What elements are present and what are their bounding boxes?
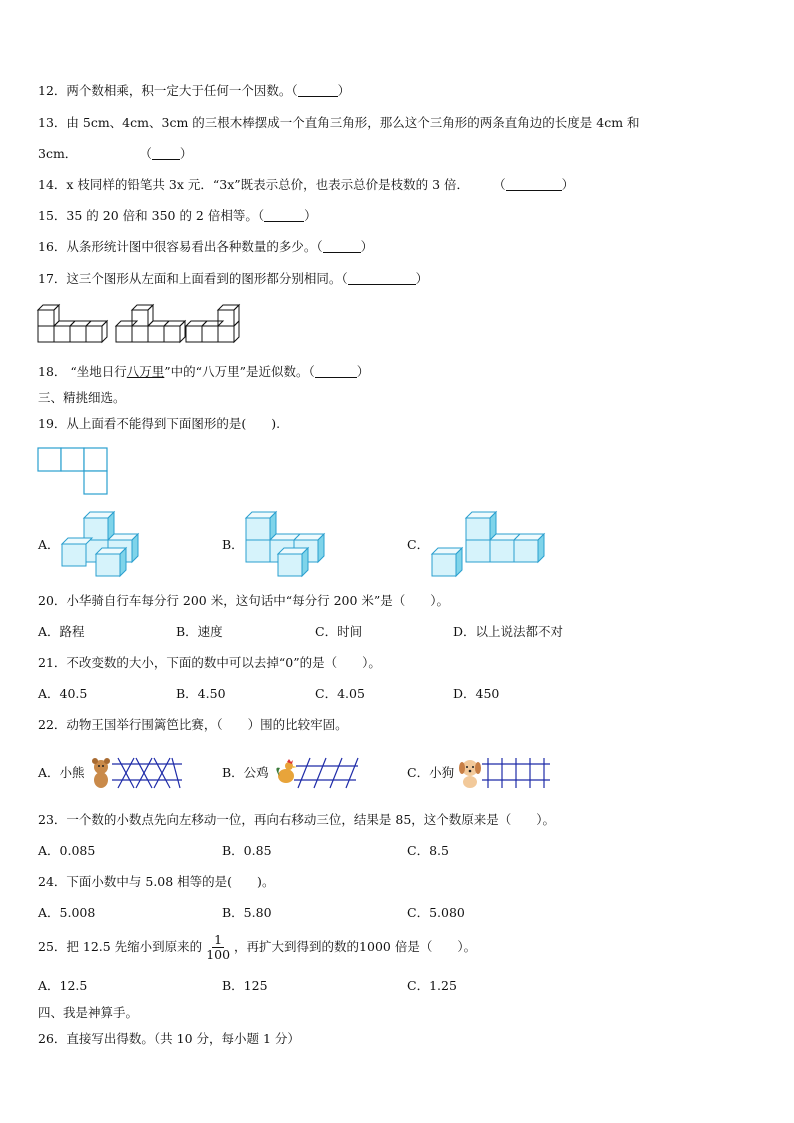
q24-option-c[interactable]: C．5.080: [407, 905, 465, 920]
question-number: 15．: [38, 208, 67, 223]
q23-option-a[interactable]: A．0.085: [38, 843, 96, 858]
q25-option-c[interactable]: C．1.25: [407, 978, 457, 993]
cube-figure-1: [38, 305, 107, 342]
q22-option-a[interactable]: A．小熊: [38, 765, 85, 780]
q19-option-a-figure[interactable]: [58, 508, 148, 578]
question-text: 3cm．: [38, 146, 78, 161]
question-number: 26．: [38, 1031, 67, 1046]
q19-top-view-figure: [37, 447, 109, 497]
answer-blank[interactable]: [323, 240, 361, 253]
q24-option-b[interactable]: B．5.80: [222, 905, 272, 920]
q19-option-c-label[interactable]: C．: [407, 537, 430, 552]
question-20: [38, 593, 449, 609]
paren: ）: [356, 364, 370, 379]
question-text: 不改变数的大小，下面的数中可以去掉“0”的是（ ）。: [66, 655, 381, 670]
cube-figure-2: [116, 305, 185, 342]
question-18: [38, 364, 369, 380]
answer-blank[interactable]: [264, 209, 304, 222]
paren: （: [139, 146, 152, 161]
q20-option-a[interactable]: A．路程: [38, 624, 85, 639]
q19-option-a-label[interactable]: A．: [38, 537, 60, 552]
question-number: 18．: [38, 364, 67, 379]
question-text: 从上面看不能得到下面图形的是( ).: [66, 416, 281, 431]
question-13-line2: [38, 146, 192, 162]
question-text: 把 12.5 先缩小到原来的: [66, 939, 203, 954]
q19-option-b-figure[interactable]: [242, 508, 334, 578]
paren: ）: [561, 177, 575, 192]
paren: ）: [415, 271, 429, 286]
paren: ）: [337, 83, 351, 98]
q23-option-b[interactable]: B．0.85: [222, 843, 272, 858]
question-16: [38, 239, 373, 255]
question-12: [38, 83, 350, 99]
question-25: [38, 932, 476, 962]
paren: ）: [179, 146, 193, 161]
answer-blank[interactable]: [348, 272, 416, 285]
question-text: 直接写出得数。（共 10 分，每小题 1 分）: [66, 1031, 300, 1046]
question-17: [38, 271, 428, 287]
question-text: 两个数相乘，积一定大于任何一个因数。（: [66, 83, 298, 98]
question-text: 下面小数中与 5.08 相等的是( )。: [66, 874, 275, 889]
question-number: 24．: [38, 874, 67, 889]
question-19: [38, 416, 280, 432]
question-26: [38, 1031, 300, 1047]
section-4-title: 四、我是神算手。: [38, 1005, 139, 1020]
q21-option-b[interactable]: B．4.50: [176, 686, 226, 701]
answer-blank[interactable]: [152, 147, 180, 160]
question-22: [38, 717, 348, 733]
fraction-numerator: 1: [214, 932, 223, 947]
q25-option-b[interactable]: B．125: [222, 978, 268, 993]
question-number: 12．: [38, 83, 67, 98]
q22-option-c[interactable]: C．小狗: [407, 765, 455, 780]
question-number: 14．: [38, 177, 67, 192]
cube-figure-3: [186, 305, 239, 342]
question-number: 21．: [38, 655, 67, 670]
question-text: “坐地日行: [66, 364, 127, 379]
answer-blank[interactable]: [298, 84, 338, 97]
paren: （: [493, 177, 506, 192]
question-number: 20．: [38, 593, 67, 608]
fraction: [204, 933, 232, 962]
question-text: 动物王国举行围篱笆比赛，（ ）围的比较牢固。: [66, 717, 348, 732]
bear-icon: [92, 758, 110, 788]
question-number: 17．: [38, 271, 67, 286]
question-number: 23．: [38, 812, 67, 827]
question-21: [38, 655, 381, 671]
q19-option-b-label[interactable]: B．: [222, 537, 244, 552]
rooster-fence-figure[interactable]: [274, 756, 360, 790]
question-text: 从条形统计图中很容易看出各种数量的多少。（: [66, 239, 323, 254]
q21-option-a[interactable]: A．40.5: [38, 686, 88, 701]
question-number: 22．: [38, 717, 67, 732]
q21-option-c[interactable]: C．4.05: [315, 686, 365, 701]
q20-option-c[interactable]: C．时间: [315, 624, 363, 639]
paren: ）: [304, 208, 317, 223]
q19-option-c-figure[interactable]: [428, 508, 552, 578]
question-14: [38, 177, 574, 193]
question-24: [38, 874, 274, 890]
q25-option-a[interactable]: A．12.5: [38, 978, 88, 993]
bear-fence-figure[interactable]: [90, 756, 184, 790]
puppy-fence-figure[interactable]: [458, 756, 552, 790]
rooster-icon: [276, 759, 297, 783]
q23-option-c[interactable]: C．8.5: [407, 843, 449, 858]
question-text: x 枝同样的铅笔共 3x 元．“3x”既表示总价，也表示总价是枝数的 3 倍．: [66, 177, 470, 192]
question-15: [38, 208, 317, 224]
q22-option-b[interactable]: B．公鸡: [222, 765, 269, 780]
puppy-icon: [459, 760, 481, 788]
q24-option-a[interactable]: A．5.008: [38, 905, 96, 920]
section-3-title: 三、精挑细选。: [38, 390, 126, 405]
question-23: [38, 812, 555, 828]
answer-blank[interactable]: [506, 178, 562, 191]
question-text: 小华骑自行车每分行 200 米，这句话中“每分行 200 米”是（ ）。: [66, 593, 450, 608]
q17-cube-figures: [36, 300, 256, 350]
fraction-denominator: 100: [206, 947, 231, 962]
q21-option-d[interactable]: D．450: [453, 686, 500, 701]
question-text: 一个数的小数点先向左移动一位，再向右移动三位，结果是 85，这个数原来是（ ）。: [66, 812, 556, 827]
question-number: 13．: [38, 115, 67, 130]
question-13: [38, 115, 640, 131]
q20-option-b[interactable]: B．速度: [176, 624, 223, 639]
question-number: 16．: [38, 239, 67, 254]
q20-option-d[interactable]: D．以上说法都不对: [453, 624, 564, 639]
question-number: 19．: [38, 416, 67, 431]
answer-blank[interactable]: [315, 365, 357, 378]
question-text: ，再扩大到得到的数的1000 倍是（ ）。: [234, 939, 477, 954]
question-text: 由 5cm、4cm、3cm 的三根木棒摆成一个直角三角形，那么这个三角形的两条直角边的长度是 4cm 和: [66, 115, 640, 130]
question-text: 35 的 20 倍和 350 的 2 倍相等。（: [66, 208, 265, 223]
paren: ）: [360, 239, 374, 254]
underlined-text: 八万里: [126, 364, 165, 379]
question-text: ”中的“八万里”是近似数。（: [164, 364, 315, 379]
question-text: 这三个图形从左面和上面看到的图形都分别相同。（: [66, 271, 348, 286]
question-number: 25．: [38, 939, 67, 954]
